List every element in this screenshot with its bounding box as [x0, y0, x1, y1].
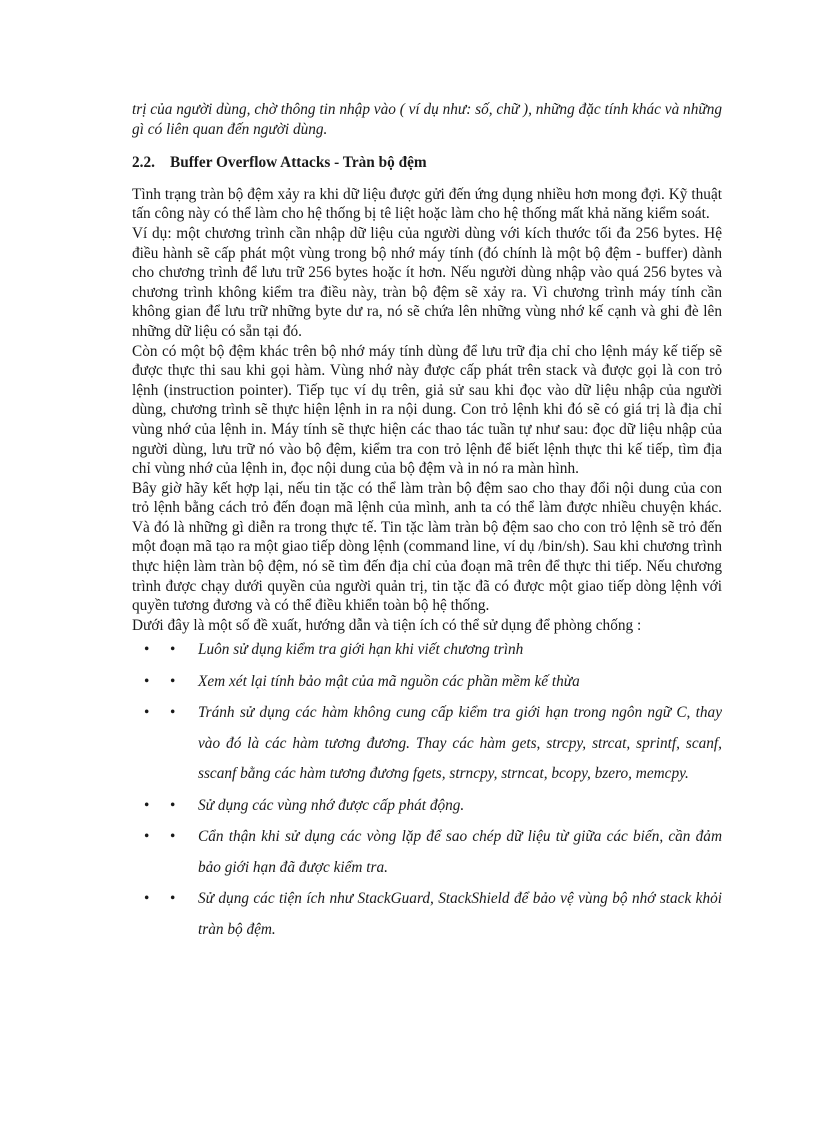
bullet-icon: • [144, 828, 150, 846]
paragraph-recommendations-intro: Dưới đây là một số đề xuất, hướng dẫn và tiện ích có thể sử dụng để phòng chống : [132, 616, 642, 634]
bullet-icon: • [170, 828, 176, 846]
list-item-text: Tránh sử dụng các hàm không cung cấp kiểm tra giới hạn trong ngôn ngữ C, thay vào đó là các hàm tương đương. Thay các hàm gets, strcpy, strcat, sprintf, scanf, sscanf bằng các hàm tương đương fgets, strncpy, strncat, bcopy, bzero, memcpy. [198, 704, 722, 783]
section-title: Buffer Overflow Attacks - Tràn bộ đệm [170, 154, 427, 172]
bullet-icon: • [170, 641, 176, 659]
paragraph-definition: Tình trạng tràn bộ đệm xảy ra khi dữ liệu được gửi đến ứng dụng nhiều hơn mong đợi. Kỹ thuật tấn công này có thể làm cho hệ thống bị tê liệt hoặc làm cho hệ thống mất khả năng kiểm soát. [132, 185, 722, 223]
bullet-icon: • [170, 672, 176, 690]
list-item [132, 698, 722, 790]
bullet-icon: • [144, 672, 150, 690]
bullet-icon: • [144, 796, 150, 814]
section-heading [132, 153, 722, 173]
list-item-text: Luôn sử dụng kiểm tra giới hạn khi viết chương trình [198, 641, 524, 659]
list-item-text: Sử dụng các tiện ích như StackGuard, StackShield để bảo vệ vùng bộ nhớ stack khỏi tràn bộ đệm. [198, 890, 722, 938]
bullet-icon: • [144, 704, 150, 722]
list-item-text: Xem xét lại tính bảo mật của mã nguồn các phần mềm kế thừa [198, 672, 580, 690]
paragraph-example: Ví dụ: một chương trình cần nhập dữ liệu của người dùng với kích thước tối đa 256 bytes. Hệ điều hành sẽ cấp phát một vùng trong bộ nhớ máy tính (đó chính là một bộ đệm - buffer) dành cho chương trình để lưu trữ 256 bytes hoặc ít hơn. Nếu người dùng nhập vào quá 256 bytes và chương trình không kiểm tra điều này, tràn bộ đệm sẽ xảy ra. Vì chương trình máy tính cần không gian để lưu trữ những byte dư ra, nó sẽ chứa lên những vùng nhớ kế cạnh và ghi đè lên những dữ liệu có sẵn tại đó. [132, 224, 722, 340]
list-item-text: Cẩn thận khi sử dụng các vòng lặp để sao chép dữ liệu từ giữa các biến, cần đảm bảo giới hạn đã được kiểm tra. [198, 828, 722, 876]
list-item [132, 667, 722, 698]
bullet-icon: • [170, 796, 176, 814]
bullet-icon: • [170, 890, 176, 908]
list-item [132, 884, 722, 945]
paragraph-instruction-pointer: Còn có một bộ đệm khác trên bộ nhớ máy tính dùng để lưu trữ địa chỉ cho lệnh máy kế tiếp sẽ được thực thi sau khi gọi hàm. Vùng nhớ này được cấp phát trên stack và được gọi là con trỏ lệnh (instruction pointer). Tiếp tục ví dụ trên, giả sử sau khi đọc vào dữ liệu nhập của người dùng, chương trình sẽ thực hiện lệnh in ra nội dung. Con trỏ lệnh khi đó sẽ có giá trị là địa chỉ vùng nhớ của lệnh in. Máy tính sẽ thực hiện các thao tác tuần tự như sau: đọc dữ liệu nhập của người dùng, lưu trữ nó vào bộ đệm, kiểm tra con trỏ lệnh để biết lệnh thực thi kế tiếp, tìm địa chỉ vùng nhớ của lệnh in, đọc nội dung của bộ đệm và in nó ra màn hình. [132, 342, 722, 478]
bullet-icon: • [170, 704, 176, 722]
intro-paragraph: trị của người dùng, chờ thông tin nhập vào ( ví dụ như: số, chữ ), những đặc tính khác và những gì có liên quan đến người dùng. [132, 101, 722, 138]
bullet-icon: • [144, 641, 150, 659]
list-item [132, 635, 722, 666]
list-item-text: Sử dụng các vùng nhớ được cấp phát động. [198, 796, 465, 814]
section-number: 2.2. [132, 154, 155, 172]
paragraph-exploit: Bây giờ hãy kết hợp lại, nếu tin tặc có thể làm tràn bộ đệm sao cho thay đổi nội dung của con trỏ lệnh bằng cách trỏ đến đoạn mã lệnh của mình, anh ta có thể làm được nhiều chuyện khác. Và đó là những gì diễn ra trong thực tế. Tin tặc làm tràn bộ đệm sao cho con trỏ lệnh sẽ trỏ đến một đoạn mã tạo ra một giao tiếp dòng lệnh (command line, ví dụ /bin/sh). Sau khi chương trình thực hiện làm tràn bộ đệm, nó sẽ tìm đến địa chỉ của đoạn mã trên để thực thi tiếp. Nếu chương trình được chạy dưới quyền của người quản trị, tin tặc đã có được một giao tiếp dòng lệnh với quyền tương đương và có thể điều khiển toàn bộ hệ thống. [132, 479, 722, 615]
bullet-icon: • [144, 890, 150, 908]
recommendations-list [132, 635, 722, 945]
list-item [132, 791, 722, 822]
list-item [132, 822, 722, 883]
